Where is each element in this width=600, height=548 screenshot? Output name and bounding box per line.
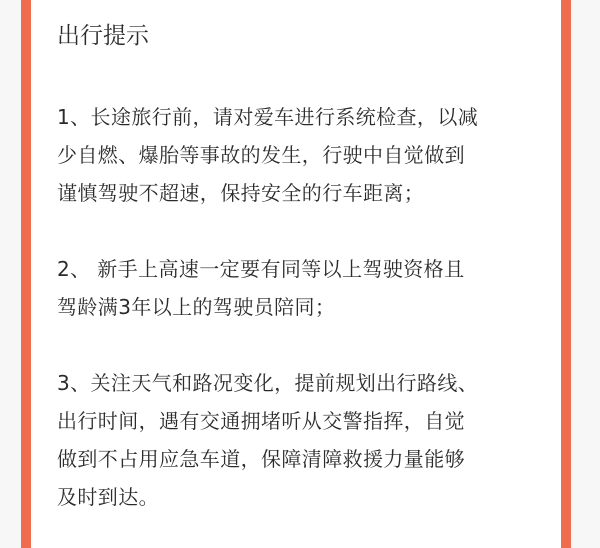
tip-paragraph-2 — [57, 250, 539, 326]
page-title: 出行提示 — [57, 23, 149, 49]
tip-3-line-2: 出行时间，遇有交通拥堵听从交警指挥，自觉 — [57, 409, 465, 433]
tip-3-line-1: 3、关注天气和路况变化，提前规划出行路线、 — [57, 371, 479, 395]
tip-2-line-2: 驾龄满3年以上的驾驶员陪同； — [57, 295, 336, 319]
tips-card — [21, 0, 571, 548]
tip-paragraph-3 — [57, 364, 539, 516]
tip-3-line-3: 做到不占用应急车道，保障清障救援力量能够 — [57, 447, 465, 471]
tip-1-line-1: 1、长途旅行前，请对爱车进行系统检查，以减 — [57, 105, 479, 129]
tip-3-line-4: 及时到达。 — [57, 485, 159, 509]
tip-1-line-2: 少自燃、爆胎等事故的发生，行驶中自觉做到 — [57, 143, 465, 167]
tip-2-line-1: 2、 新手上高速一定要有同等以上驾驶资格且 — [57, 257, 465, 281]
tip-paragraph-1 — [57, 98, 539, 212]
tip-1-line-3: 谨慎驾驶不超速，保持安全的行车距离； — [57, 181, 425, 205]
